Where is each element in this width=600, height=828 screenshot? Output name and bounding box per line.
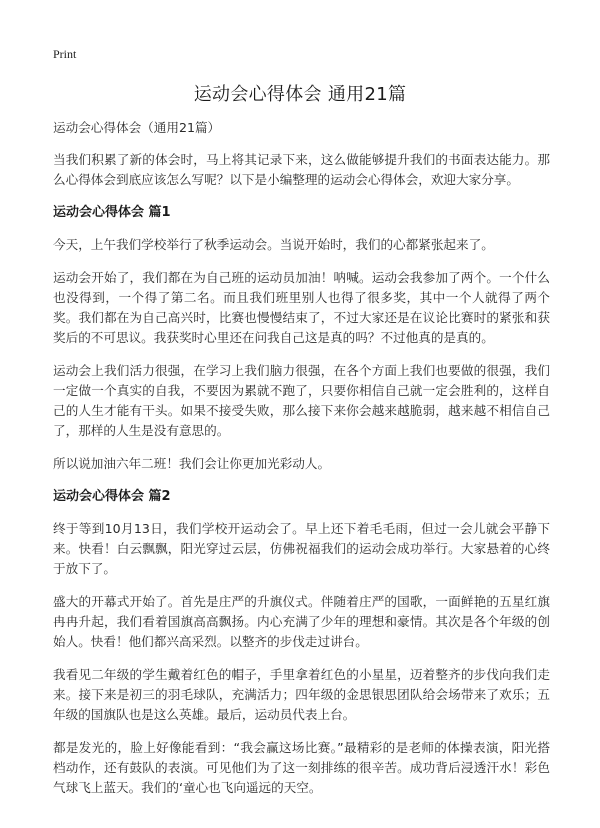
section-heading-1: 运动会心得体会 篇1 — [53, 205, 171, 220]
section-2-paragraph: 终于等到10月13日，我们学校开运动会了。早上还下着毛毛雨，但过一会儿就会平静下来。快看！白云飘飘，阳光穿过云层，仿佛祝福我们的运动会成功举行。大家悬着的心终于放下了。 — [53, 521, 550, 576]
article-subtitle: 运动会心得体会（通用21篇） — [53, 120, 221, 135]
section-heading-2: 运动会心得体会 篇2 — [53, 489, 171, 504]
page-title: 运动会心得体会 通用21篇 — [193, 84, 407, 105]
section-1-paragraph: 运动会开始了，我们都在为自己班的运动员加油！呐喊。运动会我参加了两个。一个什么也没得到，一个得了第二名。而且我们班里别人也得了很多奖，其中一个人就得了两个奖。我们都在为自己高兴时，比赛也慢慢结束了，不过大家还是在议论比赛时的紧张和获奖后的不可思议。我获奖时心里还在问我自己这是真的吗？不过他真的是真的。 — [53, 270, 550, 345]
section-1-paragraph: 今天，上午我们学校举行了秋季运动会。当说开始时，我们的心都紧张起来了。 — [53, 237, 494, 252]
intro-paragraph: 当我们积累了新的体会时，马上将其记录下来，这么做能够提升我们的书面表达能力。那么心得体会到底应该怎么写呢？以下是小编整理的运动会心得体会，欢迎大家分享。 — [53, 152, 550, 187]
section-2-paragraph: 都是发光的，脸上好像能看到：“我会赢这场比赛。”最精彩的是老师的体操表演，阳光搭档动作，还有鼓队的表演。可见他们为了这一刻排练的很辛苦。成功背后浸透汗水！彩色气球飞上蓝天。我们的‘童心也飞向遥远的天空。 — [53, 740, 550, 795]
section-2-paragraph: 盛大的开幕式开始了。首先是庄严的升旗仪式。伴随着庄严的国歌，一面鲜艳的五星红旗冉冉升起，我们看着国旗高高飘扬。内心充满了少年的理想和豪情。其次是各个年级的创始人。快看！他们都兴高采烈。以整齐的步伐走过讲台。 — [53, 594, 550, 649]
article-body — [53, 118, 550, 811]
section-1-paragraph: 所以说加油六年二班！我们会让你更加光彩动人。 — [53, 456, 331, 471]
section-2-paragraph: 我看见二年级的学生戴着红色的帽子，手里拿着红色的小星星，迈着整齐的步伐向我们走来。接下来是初三的羽毛球队，充满活力；四年级的金思银思团队给会场带来了欢乐；五年级的国旗队也是这么英雄。最后，运动员代表上台。 — [53, 667, 550, 722]
section-1-paragraph: 运动会上我们活力很强，在学习上我们脑力很强，在各个方面上我们也要做的很强，我们一定做一个真实的自我，不要因为累就不跑了，只要你相信自己就一定会胜利的，这样自己的人生才能有干头。如果不接受失败，那么接下来你会越来越脆弱，越来越不相信自己了，那样的人生是没有意思的。 — [53, 363, 550, 438]
print-link[interactable]: Print — [53, 47, 77, 61]
